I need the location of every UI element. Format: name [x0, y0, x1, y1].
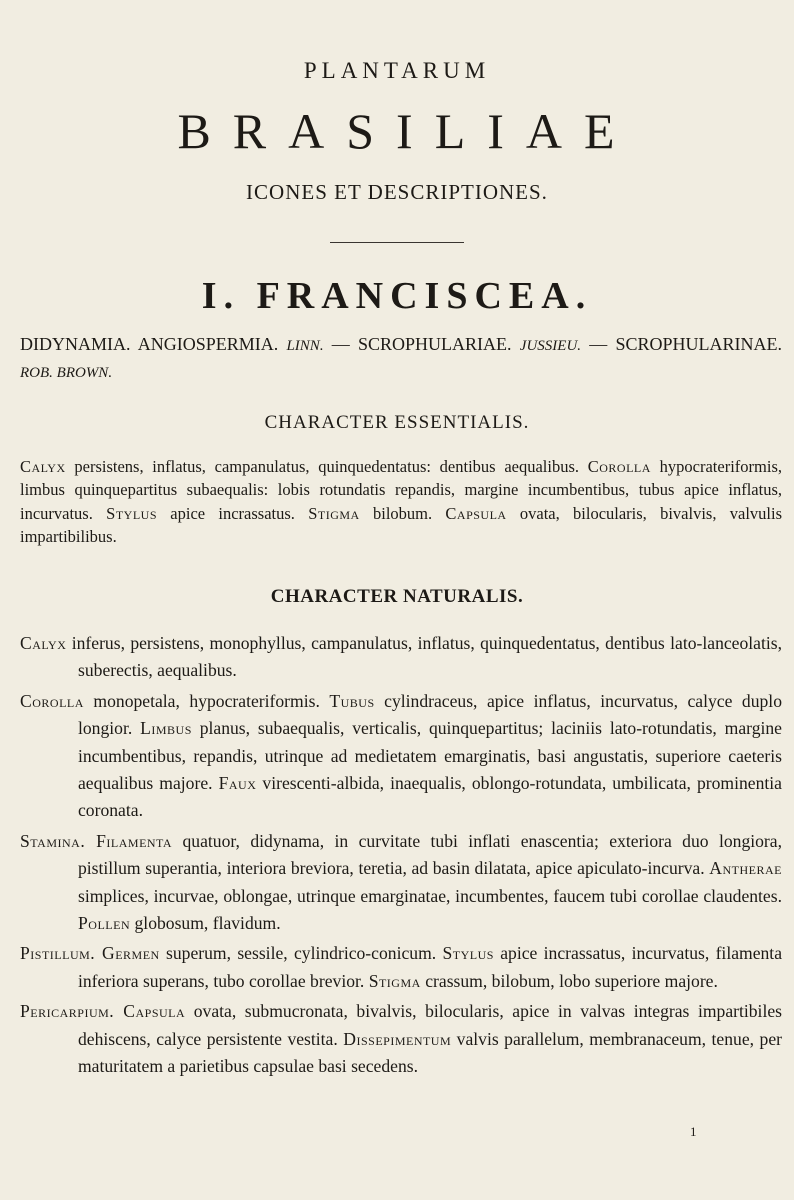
page-number: 1: [690, 1124, 697, 1139]
term-corolla: Corolla: [587, 457, 651, 476]
term-stylus: Stylus: [106, 503, 157, 523]
classification-brown-author: ROB. BROWN.: [20, 365, 113, 381]
entry-pistillum: [20, 940, 782, 995]
text-calyx: persistens, inflatus, campanulatus, quinquedentatus: dentibus aequalibus.: [65, 457, 588, 476]
classification-linnaeus: DIDYNAMIA. ANGIOSPERMIA.: [20, 334, 279, 354]
term-pistillum-stylus: Stylus: [442, 943, 494, 964]
text-stylus: apice incrassatus.: [157, 503, 309, 523]
term-dissepimentum: Dissepimentum: [343, 1028, 452, 1049]
text-corolla: hypocrateriformis, limbus quinquepartitus subaequalis: lobis rotundatis repandis, margine incumbentibus, tubus apice inflatus, incurvatus.: [20, 457, 782, 523]
text-stigma: bilobum.: [359, 503, 446, 523]
entry-pericarpium-text-2: valvis parallelum, membranaceum, tenue, per maturitatem a parietibus capsulae basi secedens.: [78, 1028, 782, 1077]
entry-stamina-label: Stamina.: [20, 830, 86, 851]
entry-pericarpium-text-1: ovata, submucronata, bivalvis, bilocularis, apice in valvas integras impartibiles dehiscens, calyce persistente vestita.: [78, 1001, 782, 1049]
term-pericarpium-capsula: Capsula: [114, 1001, 186, 1022]
entry-calyx: [20, 630, 782, 685]
term-filamenta: Filamenta: [85, 830, 173, 851]
entry-calyx-text: inferus, persistens, monophyllus, campanulatus, inflatus, quinquedentatus, dentibus lato-lanceolatis, suberectis, aequalibus.: [66, 633, 782, 681]
entry-stamina-text-3: globosum, flavidum.: [130, 913, 281, 934]
entry-corolla-text-2: cylindraceus, apice inflatus, incurvatus, calyce duplo longior.: [78, 690, 782, 739]
entry-pistillum-text-2: apice incrassatus, incurvatus, filamenta inferiora superans, tubo corollae brevior.: [78, 943, 782, 991]
term-antherae: Antherae: [709, 858, 782, 879]
title-divider: [330, 242, 464, 243]
title-line-brasiliae: BRASILIAE: [177, 103, 637, 159]
essential-character-text: [20, 455, 782, 548]
classification-jussieu-author: JUSSIEU.: [519, 338, 582, 354]
entry-pericarpium: [20, 998, 782, 1080]
entry-calyx-label: Calyx: [20, 633, 67, 653]
term-tubus: Tubus: [329, 690, 375, 711]
entry-corolla: [20, 688, 782, 825]
entry-corolla-label: Corolla: [20, 690, 84, 711]
title-line-plantarum: PLANTARUM: [303, 58, 491, 83]
genus-heading: I. FRANCISCEA.: [201, 275, 593, 317]
entry-stamina: [20, 828, 782, 938]
term-calyx: Calyx: [20, 457, 66, 476]
term-capsula: Capsula: [445, 503, 507, 523]
entry-corolla-text-3: planus, subaequalis, verticalis, quinquepartitus; laciniis lato-rotundatis, margine incumbentibus, repandis, utrinque ad medietatem emarginatis, basi angustatis, superiore caeteris aequalibus majore.: [78, 718, 782, 794]
title-line-icones: ICONES ET DESCRIPTIONES.: [246, 180, 548, 204]
entry-pistillum-text-1: superum, sessile, cylindrico-conicum.: [159, 943, 443, 964]
term-limbus: Limbus: [140, 718, 192, 739]
term-faux: Faux: [218, 773, 257, 794]
classification-jussieu: — SCROPHULARIAE.: [323, 334, 512, 354]
entry-pistillum-label: Pistillum.: [20, 943, 96, 964]
entry-stamina-text-2: simplices, incurvae, oblongae, utrinque emarginatae, incumbentes, faucem tubi corollae claudentes.: [78, 885, 782, 906]
term-pistillum-stigma: Stigma: [368, 970, 421, 991]
term-stigma: Stigma: [308, 503, 360, 523]
classification-linnaeus-author: LINN.: [286, 338, 324, 354]
entry-stamina-text-1: quatuor, didynama, in curvitate tubi inflati enascentia; exteriora duo longiora, pistillum superantia, interiora breviora, teretia, ad basin dilatata, apice apiculato-incurva.: [78, 830, 782, 879]
term-germen: Germen: [95, 943, 160, 964]
entry-corolla-text-4: virescenti-albida, inaequalis, oblongo-rotundata, umbilicata, prominentia coronata.: [78, 773, 782, 821]
entry-pistillum-text-3: crassum, bilobum, lobo superiore majore.: [420, 970, 718, 991]
entry-pericarpium-label: Pericarpium.: [20, 1001, 115, 1022]
text-capsula: ovata, bilocularis, bivalvis, valvulis impartibilibus.: [20, 503, 782, 546]
classification-line: [20, 332, 782, 386]
term-pollen: Pollen: [78, 913, 131, 934]
essential-character-heading: CHARACTER ESSENTIALIS.: [264, 412, 530, 433]
classification-brown: — SCROPHULARINAE.: [581, 334, 782, 354]
entry-corolla-text-1: monopetala, hypocrateriformis.: [83, 690, 330, 711]
natural-character-heading: CHARACTER NATURALIS.: [270, 586, 524, 607]
natural-character-section: [20, 630, 782, 1084]
